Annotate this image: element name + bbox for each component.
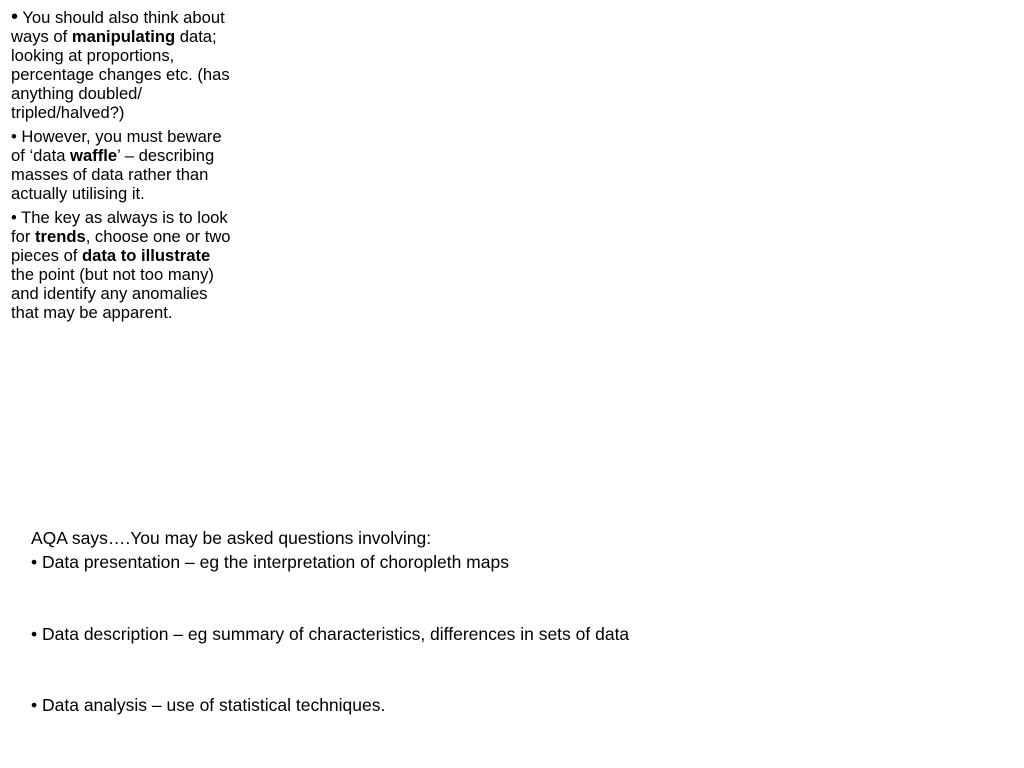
bullet-text: The key as always is to look for <box>11 208 228 246</box>
bullet-paragraph-waffle <box>11 127 233 203</box>
aqa-title: AQA says….You may be asked questions involving: <box>31 528 432 548</box>
aqa-item-analysis: • Data analysis – use of statistical techniques. <box>31 695 386 715</box>
bullet-emphasis: waffle <box>70 146 118 165</box>
bullet-text: ’ – describing masses of data rather than actually utilising it. <box>11 146 215 203</box>
bullet-paragraph-manipulating <box>11 8 233 122</box>
bullet-emphasis: manipulating <box>71 27 176 46</box>
bullet-text: However, you must beware of ‘data <box>11 127 222 165</box>
left-text-column <box>11 8 233 327</box>
aqa-item-presentation: • Data presentation – eg the interpretation of choropleth maps <box>31 552 509 572</box>
bullet-text: You should also think about ways of <box>11 8 225 46</box>
bullet-text: the point (but not too many) and identify any anomalies that may be apparent. <box>11 265 214 322</box>
bullet-marker: • <box>11 6 19 28</box>
bullet-marker: • <box>11 127 17 146</box>
bullet-emphasis: data to illustrate <box>82 246 211 265</box>
bullet-paragraph-trends <box>11 208 233 322</box>
bullet-text: , choose one or two pieces of <box>11 227 231 265</box>
bullet-emphasis: trends <box>34 227 86 246</box>
aqa-box <box>31 527 931 715</box>
bullet-marker: • <box>11 208 17 227</box>
aqa-item-description: • Data description – eg summary of characteristics, differences in sets of data <box>31 624 630 644</box>
bullet-text: data; looking at proportions, percentage changes etc. (has anything doubled/ tripled/halved?) <box>11 27 230 122</box>
